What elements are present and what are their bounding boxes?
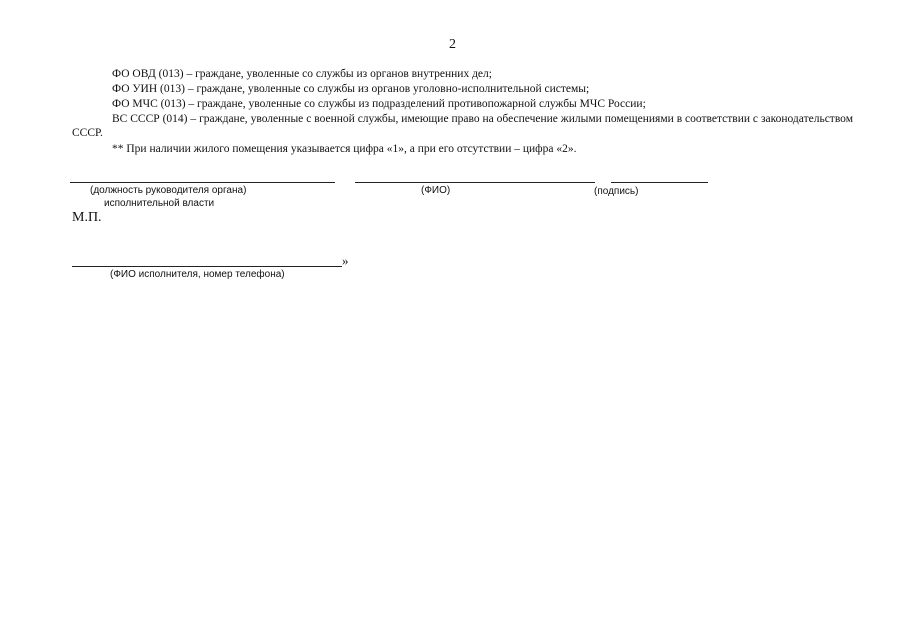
position-caption-continued: исполнительной власти	[104, 198, 215, 209]
executor-closing-quote: »	[342, 253, 349, 268]
footnote: ** При наличии жилого помещения указывается цифра «1», а при его отсутствии – цифра «2».	[112, 143, 577, 155]
note-fo-uin: ФО УИН (013) – граждане, уволенные со службы из органов уголовно-исполнительной системы;	[112, 83, 590, 95]
name-signature-line	[355, 182, 595, 183]
name-caption: (ФИО)	[421, 185, 451, 196]
position-caption: (должность руководителя органа)	[90, 185, 247, 196]
executor-line	[72, 266, 342, 267]
position-signature-line	[70, 182, 335, 183]
note-vs-sssr: ВС СССР (014) – граждане, уволенные с военной службы, имеющие право на обеспечение жилыми помещениями в соответствии с законодательством СССР.	[72, 113, 853, 139]
page-number: 2	[449, 37, 456, 52]
executor-caption: (ФИО исполнителя, номер телефона)	[110, 269, 285, 280]
note-fo-ovd: ФО ОВД (013) – граждане, уволенные со службы из органов внутренних дел;	[112, 68, 492, 80]
stamp-label: М.П.	[72, 210, 102, 225]
note-fo-mchs: ФО МЧС (013) – граждане, уволенные со службы из подразделений противопожарной службы МЧС России;	[112, 98, 646, 110]
signature-line	[611, 182, 708, 183]
signature-caption: (подпись)	[594, 186, 639, 197]
